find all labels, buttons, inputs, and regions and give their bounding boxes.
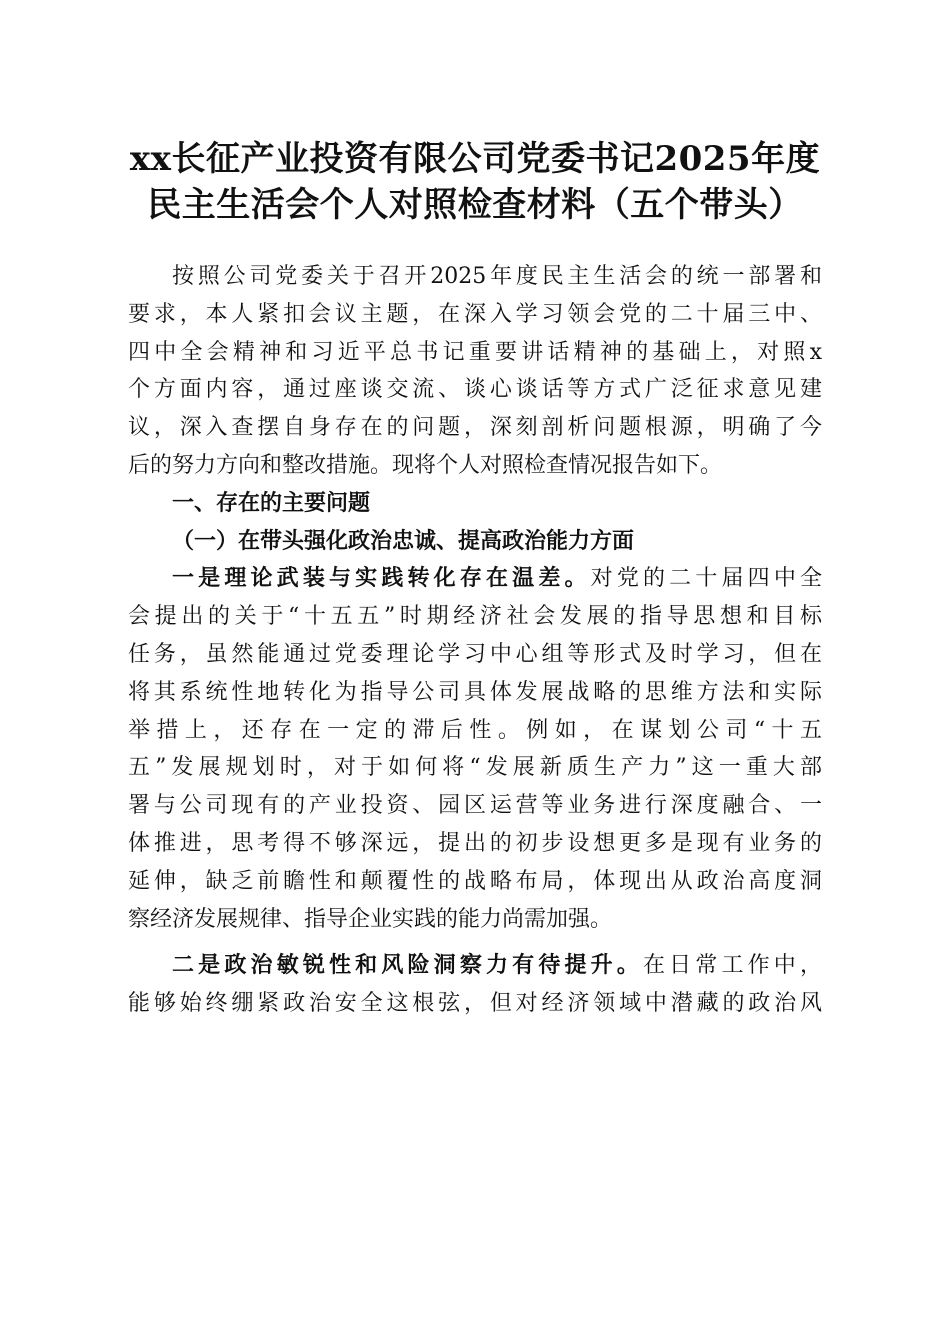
- point-1-first-line: [128, 560, 822, 598]
- title-line-2: 民主生活会个人对照检查材料（五个带头）: [147, 185, 803, 225]
- title-line-1: xx长征产业投资有限公司党委书记2025年度: [129, 139, 821, 179]
- document-title: [100, 136, 850, 228]
- intro-line: 议，深入查摆自身存在的问题，深刻剖析问题根源，明确了今: [128, 415, 822, 441]
- point-1-line: 任务，虽然能通过党委理论学习中心组等形式及时学习，但在: [128, 641, 822, 667]
- point-2-first-line: [128, 947, 822, 985]
- point-1-line: 将其系统性地转化为指导公司具体发展战略的思维方法和实际: [128, 679, 822, 705]
- point-2-lead: 二是政治敏锐性和风险洞察力有待提升。: [172, 952, 643, 979]
- point-1-line: 延伸，缺乏前瞻性和颠覆性的战略布局，体现出从政治高度洞: [128, 868, 822, 894]
- point-2-first-rest: 在日常工作中，: [642, 953, 822, 979]
- intro-line: 后的努力方向和整改措施。现将个人对照检查情况报告如下。: [128, 452, 723, 478]
- point-1-line: 体推进，思考得不够深远，提出的初步设想更多是现有业务的: [128, 830, 822, 856]
- point-1-first-rest: 对党的二十届四中全: [590, 566, 822, 592]
- section-heading: 一、存在的主要问题: [172, 490, 371, 516]
- point-1-lead: 一是理论武装与实践转化存在温差。: [172, 565, 591, 592]
- subsection-heading: （一）在带头强化政治忠诚、提高政治能力方面: [172, 527, 635, 554]
- intro-line: 要求，本人紧扣会议主题，在深入学习领会党的二十届三中、: [128, 301, 822, 327]
- point-1-line: 五”发展规划时，对于如何将“发展新质生产力”这一重大部: [128, 755, 822, 781]
- point-2-line: 能够始终绷紧政治安全这根弦，但对经济领域中潜藏的政治风: [128, 991, 822, 1017]
- document-body: [128, 258, 822, 1023]
- intro-line: 个方面内容，通过座谈交流、谈心谈话等方式广泛征求意见建: [128, 377, 822, 403]
- intro-line: 按照公司党委关于召开2025年度民主生活会的统一部署和: [172, 264, 822, 289]
- intro-line: 四中全会精神和习近平总书记重要讲话精神的基础上，对照x: [128, 339, 822, 365]
- point-1-line: 会提出的关于“十五五”时期经济社会发展的指导思想和目标: [128, 604, 822, 630]
- point-1-line: 举措上，还存在一定的滞后性。例如，在谋划公司“十五: [128, 717, 822, 743]
- point-1-line: 察经济发展规律、指导企业实践的能力尚需加强。: [128, 906, 613, 932]
- point-1-line: 署与公司现有的产业投资、园区运营等业务进行深度融合、一: [128, 793, 822, 819]
